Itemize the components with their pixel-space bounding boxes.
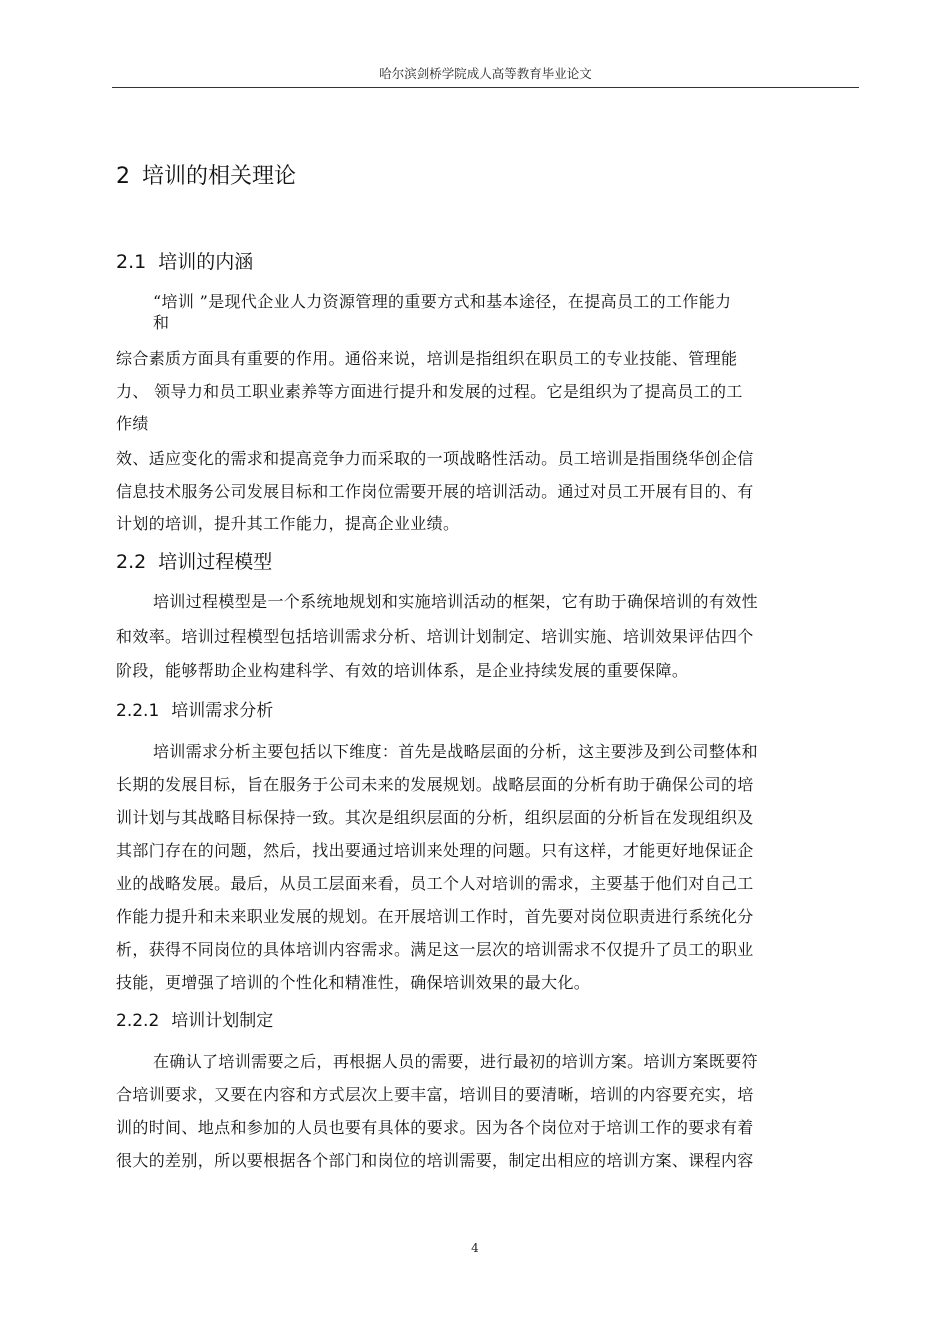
chapter-title: 培训的相关理论 — [142, 164, 297, 189]
paragraph-line: 在确认了培训需要之后，再根据人员的需要，进行最初的培训方案。培训方案既要符 — [153, 1052, 758, 1071]
paragraph-line: 业的战略发展。最后，从员工层面来看，员工个人对培训的需求，主要基于他们对自己工 — [116, 874, 754, 893]
subsection-heading-2-2-1 — [116, 699, 273, 723]
paragraph-line: 训计划与其战略目标保持一致。其次是组织层面的分析，组织层面的分析旨在发现组织及 — [116, 808, 754, 827]
section-title: 培训过程模型 — [158, 551, 273, 573]
paragraph-line: 很大的差别，所以要根据各个部门和岗位的培训需要，制定出相应的培训方案、课程内容 — [116, 1151, 754, 1170]
paragraph-line: 力、 领导力和员工职业素养等方面进行提升和发展的过程。它是组织为了提高员工的工 — [116, 382, 743, 401]
paragraph-line: 和效率。培训过程模型包括培训需求分析、培训计划制定、培训实施、培训效果评估四个 — [116, 627, 754, 646]
paragraph-line: 信息技术服务公司发展目标和工作岗位需要开展的培训活动。通过对员工开展有目的、有 — [116, 482, 754, 501]
paragraph-line: 培训过程模型是一个系统地规划和实施培训活动的框架，它有助于确保培训的有效性 — [153, 592, 758, 611]
paragraph-line: 训的时间、地点和参加的人员也要有具体的要求。因为各个岗位对于培训工作的要求有着 — [116, 1118, 754, 1137]
paragraph-line: 和 — [153, 313, 170, 332]
paragraph-line: 培训需求分析主要包括以下维度：首先是战略层面的分析，这主要涉及到公司整体和 — [153, 742, 758, 761]
subsection-title: 培训计划制定 — [171, 1011, 274, 1031]
paragraph-line: 效、适应变化的需求和提高竞争力而采取的一项战略性活动。员工培训是指围绕华创企信 — [116, 449, 754, 468]
section-heading-2-2 — [116, 549, 272, 575]
section-number: 2.1 — [116, 251, 147, 273]
paragraph-line: 析，获得不同岗位的具体培训内容需求。满足这一层次的培训需求不仅提升了员工的职业 — [116, 940, 754, 959]
chapter-heading — [116, 162, 296, 192]
section-heading-2-1 — [116, 249, 253, 275]
subsection-number: 2.2.2 — [116, 1011, 160, 1031]
subsection-heading-2-2-2 — [116, 1009, 273, 1033]
section-title: 培训的内涵 — [158, 251, 254, 273]
paragraph-line: 技能，更增强了培训的个性化和精准性，确保培训效果的最大化。 — [116, 973, 591, 992]
paragraph-line: 综合素质方面具有重要的作用。通俗来说，培训是指组织在职员工的专业技能、管理能 — [116, 349, 738, 368]
paragraph-line: 其部门存在的问题，然后，找出要通过培训来处理的问题。只有这样，才能更好地保证企 — [116, 841, 754, 860]
paragraph-line: 计划的培训，提升其工作能力，提高企业业绩。 — [116, 514, 460, 533]
page-number: 4 — [471, 1241, 479, 1255]
paragraph-line: 合培训要求，又要在内容和方式层次上要丰富，培训目的要清晰，培训的内容要充实，培 — [116, 1085, 754, 1104]
paragraph-line: 作能力提升和未来职业发展的规划。在开展培训工作时，首先要对岗位职责进行系统化分 — [116, 907, 754, 926]
chapter-number: 2 — [116, 164, 130, 189]
paragraph-line: “培训 ”是现代企业人力资源管理的重要方式和基本途径，在提高员工的工作能力 — [153, 292, 732, 311]
paragraph-line: 阶段，能够帮助企业构建科学、有效的培训体系，是企业持续发展的重要保障。 — [116, 661, 689, 680]
subsection-title: 培训需求分析 — [171, 701, 274, 721]
subsection-number: 2.2.1 — [116, 701, 160, 721]
paragraph-line: 作绩 — [116, 414, 149, 433]
header-divider — [112, 87, 859, 88]
paragraph-line: 长期的发展目标，旨在服务于公司未来的发展规划。战略层面的分析有助于确保公司的培 — [116, 775, 754, 794]
section-number: 2.2 — [116, 551, 147, 573]
running-header: 哈尔滨剑桥学院成人高等教育毕业论文 — [379, 66, 592, 81]
